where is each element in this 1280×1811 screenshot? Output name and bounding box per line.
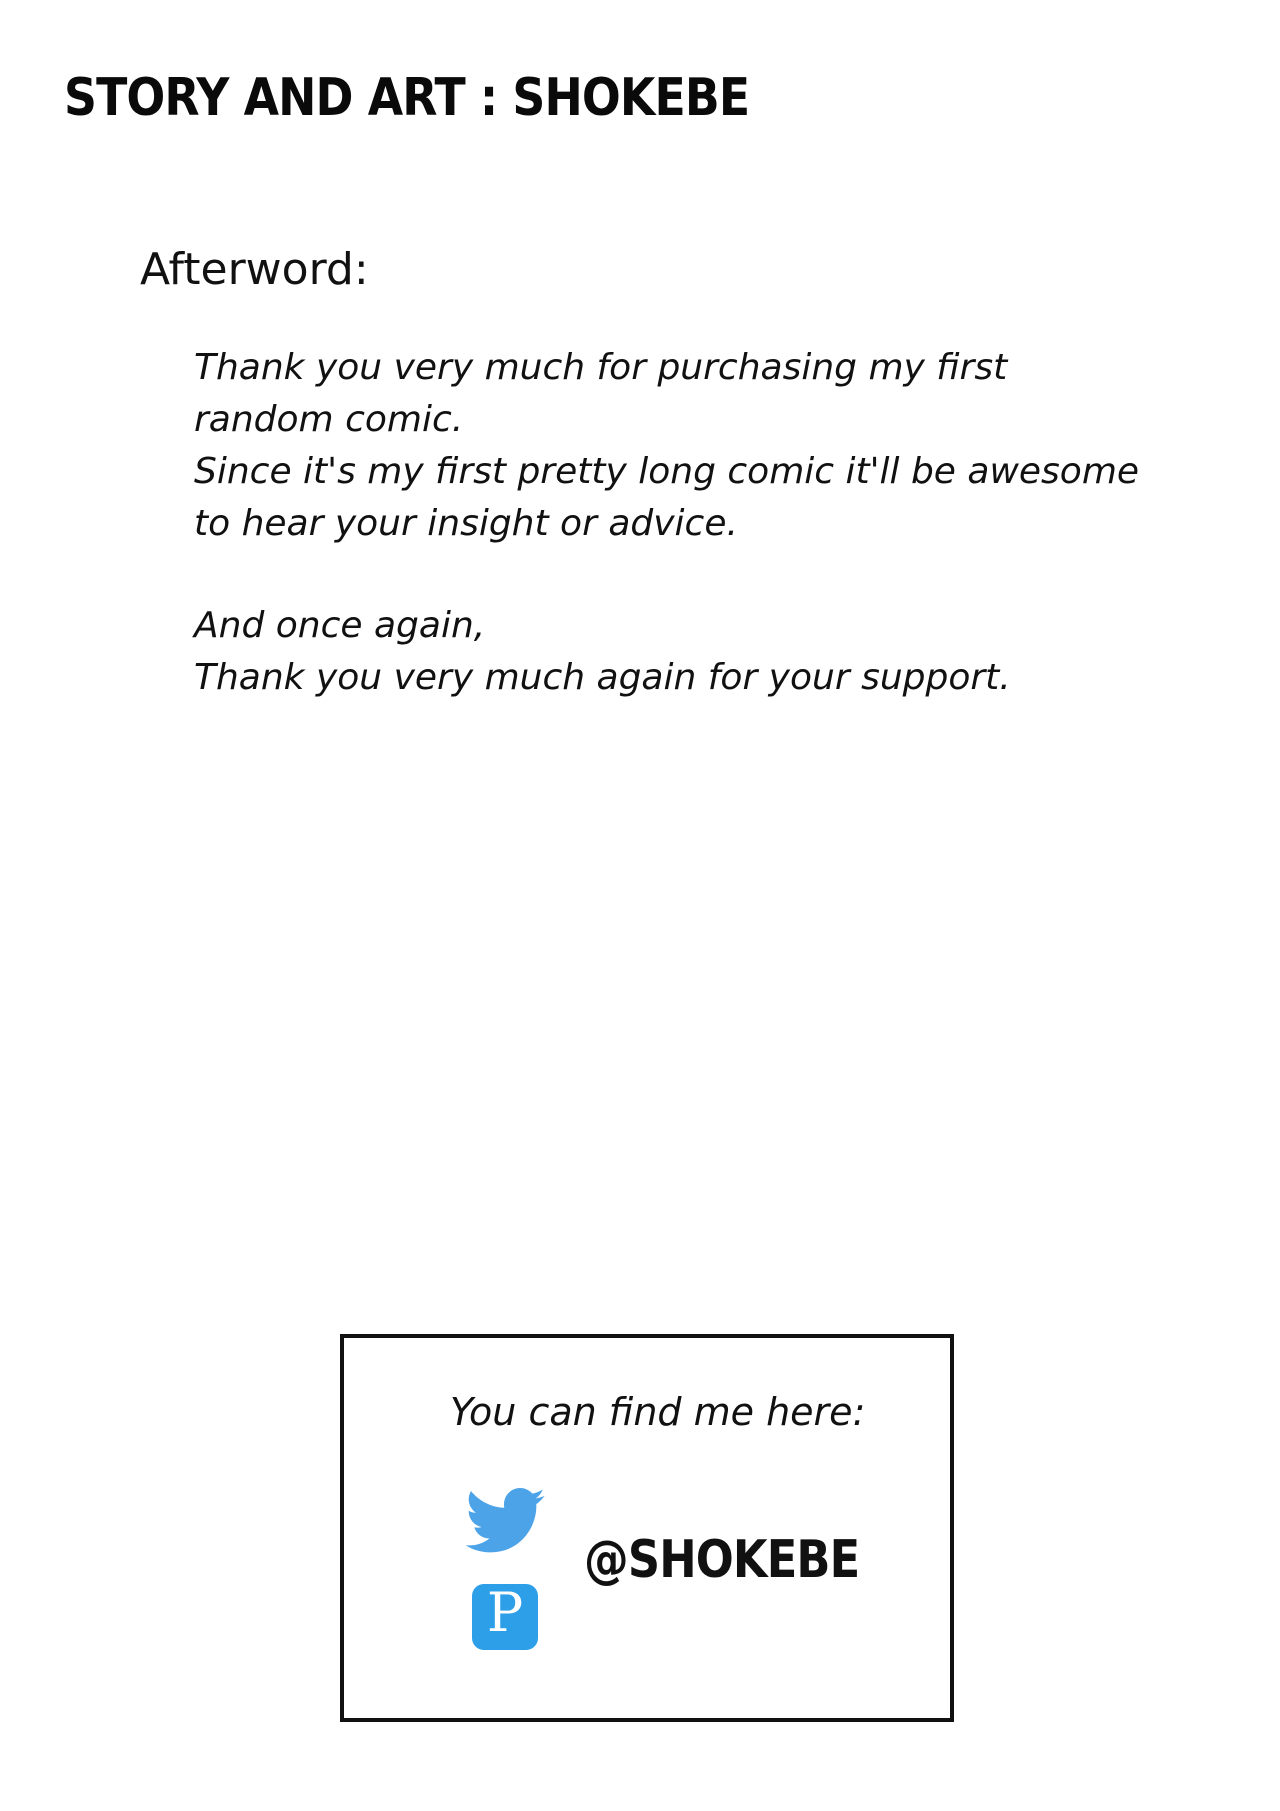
pixiv-icon[interactable]: P [472, 1584, 538, 1650]
social-handle: @SHOKEBE [584, 1530, 860, 1590]
contact-box [340, 1334, 954, 1722]
paragraph-line: random comic. [194, 399, 464, 440]
paragraph-line: And once again, [194, 605, 486, 646]
paragraph-line: Thank you very much for purchasing my first [194, 347, 1008, 388]
paragraph-line: Thank you very much again for your support. [194, 657, 1011, 698]
paragraph-line: Since it's my first pretty long comic it'll be awesome [194, 451, 1140, 492]
story-and-art-credit: STORY AND ART : SHOKEBE [64, 68, 750, 128]
afterword-paragraph-1 [194, 342, 1139, 550]
afterword-heading: Afterword: [140, 244, 369, 295]
afterword-paragraph-2 [194, 600, 1011, 704]
contact-label: You can find me here: [450, 1390, 866, 1434]
paragraph-line: to hear your insight or advice. [194, 503, 738, 544]
twitter-bird-icon[interactable] [464, 1488, 546, 1554]
